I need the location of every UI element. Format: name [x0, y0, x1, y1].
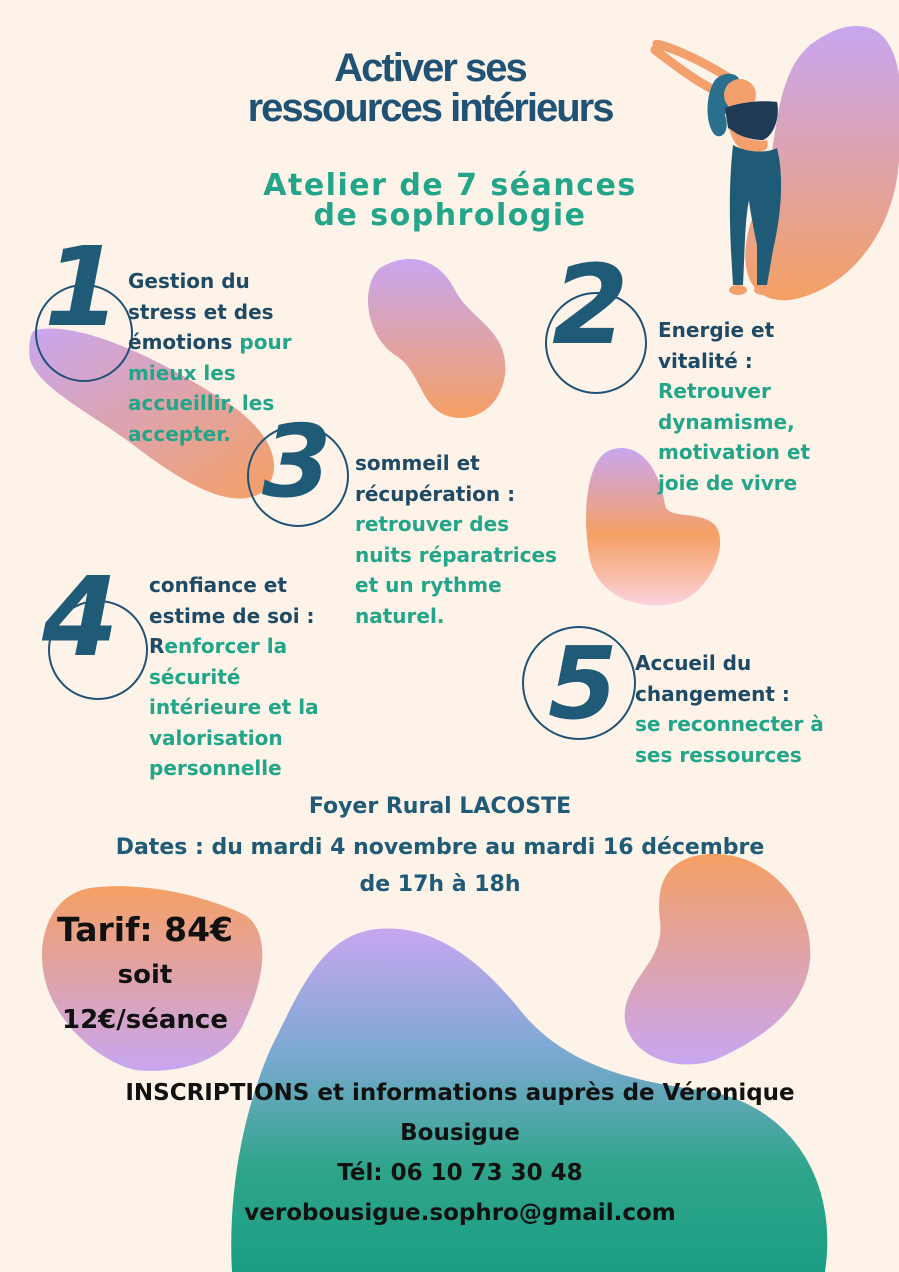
item-3-line: sommeil et — [355, 451, 480, 475]
item-1-line: émotions — [128, 330, 233, 354]
item-2-number: 2 — [552, 241, 629, 369]
item-2-line-teal: joie de vivre — [658, 470, 798, 495]
item-1-line-teal: mieux les — [128, 360, 236, 385]
item-3-line: récupération : — [355, 481, 516, 506]
item-1-number: 1 — [44, 223, 121, 351]
dates: Dates : du mardi 4 novembre au mardi 16 décembre — [115, 835, 765, 860]
item-3-line-teal: retrouver des — [355, 512, 510, 536]
subtitle-line1: Atelier de 7 séances — [263, 168, 637, 203]
item-4-line-teal: valorisation — [149, 725, 283, 750]
item-4-line-teal: intérieure et la — [149, 695, 319, 719]
item-2-line: vitalité : — [658, 348, 753, 373]
item-4-line-teal: enforcer la — [164, 634, 288, 658]
hours: de 17h à 18h — [359, 872, 521, 897]
item-1-line-teal: accepter. — [128, 421, 231, 446]
item-1-line: Gestion du — [128, 269, 250, 293]
item-5-line-teal: se reconnecter à — [635, 712, 824, 736]
item-3-line-teal: nuits réparatrices — [355, 542, 557, 567]
tarif-soit: soit — [117, 960, 173, 990]
location: Foyer Rural LACOSTE — [308, 794, 572, 819]
item-2-line-teal: Retrouver — [658, 379, 771, 403]
item-4-text — [149, 570, 379, 784]
item-5-number: 5 — [548, 625, 618, 742]
item-1-line-teal: pour — [232, 330, 292, 354]
tarif-price: Tarif: 84€ — [56, 910, 234, 949]
contact-line1: INSCRIPTIONS et informations auprès de Véronique — [125, 1080, 795, 1106]
item-5-line: changement : — [635, 681, 790, 706]
item-2-line-teal: dynamisme, — [658, 409, 795, 434]
item-4-line: R — [149, 634, 165, 658]
subtitle-line2: de sophrologie — [313, 198, 587, 233]
item-5-text — [635, 648, 875, 770]
contact-line2: Bousigue — [400, 1120, 520, 1146]
item-4-line-teal: sécurité — [149, 664, 241, 689]
item-1-line-teal: accueillir, les — [128, 391, 275, 415]
tarif-per-session: 12€/séance — [62, 1005, 228, 1035]
item-4-number: 4 — [42, 553, 119, 681]
page-title-line1: Activer ses — [334, 46, 526, 90]
contact-email[interactable]: verobousigue.sophro@gmail.com — [244, 1200, 676, 1226]
item-2-line: Energie et — [658, 318, 775, 342]
item-3-line-teal: et un rythme — [355, 573, 502, 597]
item-3-text — [355, 448, 585, 631]
contact-phone: Tél: 06 10 73 30 48 — [337, 1160, 583, 1186]
blob-center — [368, 259, 505, 418]
item-2-line-teal: motivation et — [658, 440, 811, 464]
item-2-text — [658, 315, 858, 498]
item-1-line: stress et des — [128, 299, 274, 324]
item-5-line: Accueil du — [635, 651, 752, 675]
item-5-line-teal: ses ressources — [635, 742, 802, 767]
item-3-number: 3 — [262, 403, 332, 520]
item-4-line-teal: personnelle — [149, 756, 282, 780]
page-title-line2: ressources intérieurs — [247, 86, 613, 130]
item-3-line-teal: naturel. — [355, 603, 445, 628]
item-4-line: confiance et — [149, 573, 287, 597]
item-4-line: estime de soi : — [149, 603, 315, 628]
